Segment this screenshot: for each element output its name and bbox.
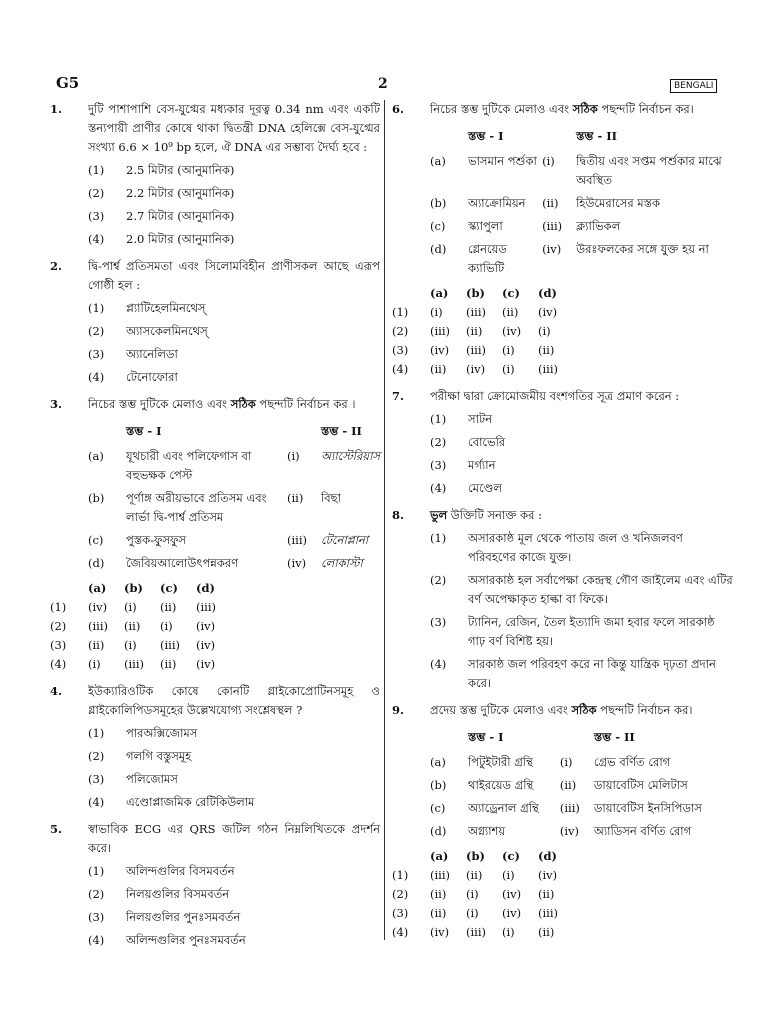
option-number: (3) [88, 910, 105, 924]
answer-cell: (i) [160, 619, 173, 633]
answer-cell: (iii) [538, 906, 559, 920]
answer-header: (d) [538, 286, 557, 300]
option-number: (2) [392, 324, 409, 338]
row-roman: (iv) [286, 556, 307, 570]
question-text-post: উক্তিটি সনাক্ত কর : [447, 508, 542, 522]
question-text-pre: নিচের স্তম্ভ দুটিকে মেলাও এবং [430, 102, 573, 116]
right-column [392, 100, 734, 950]
answer-header: (c) [502, 286, 520, 300]
answer-option[interactable] [392, 341, 574, 360]
match-row [430, 751, 734, 774]
column-1-item: যূথচারী এবং পলিফেগাস বা বহুভক্ষক পেস্ট [126, 449, 252, 482]
option[interactable] [88, 747, 380, 766]
answer-cell: (iv) [466, 362, 486, 376]
option-number: (1) [88, 301, 105, 315]
answer-cell: (iii) [88, 619, 109, 633]
option-number: (1) [430, 531, 447, 545]
row-letter: (a) [430, 154, 446, 168]
option[interactable] [430, 613, 734, 651]
option-number: (3) [392, 343, 409, 357]
question-text-emphasis: সঠিক [572, 102, 598, 116]
option-text: মেণ্ডেল [468, 481, 502, 495]
column-2-item: গ্রেভ বর্ণিত রোগ [593, 755, 671, 769]
column-2-item: ডায়াবেটিস ইনসিপিডাস [593, 801, 702, 815]
option-number: (1) [392, 305, 409, 319]
question-number: 3. [50, 397, 63, 411]
option-text: বোভেরি [468, 435, 506, 449]
option[interactable] [430, 433, 734, 452]
left-column [50, 100, 380, 958]
match-row [430, 774, 734, 797]
question-8 [392, 506, 734, 693]
option-number: (2) [50, 619, 67, 633]
option-number: (3) [88, 209, 105, 223]
question-text-post: পছন্দটি নির্বাচন কর। [597, 102, 694, 116]
answer-cell: (i) [502, 343, 515, 357]
question-text: স্বাভাবিক ECG এর QRS জটিল গঠন নিম্নলিখিতকে প্রদর্শন করে। [88, 822, 380, 855]
column-divider [384, 100, 385, 940]
option[interactable] [430, 456, 734, 475]
option-text: অ্যাসকেলমিনথেস্ [126, 324, 208, 338]
answer-option[interactable] [392, 303, 574, 322]
answer-cell: (i) [466, 887, 479, 901]
option-text: অলিন্দগুলির পুনঃসমবর্তন [126, 933, 246, 947]
answer-cell: (ii) [466, 868, 483, 882]
answer-cell: (i) [502, 925, 515, 939]
answer-cell: (iv) [538, 305, 558, 319]
option-text: এণ্ডোপ্লাজমিক রেটিকিউলাম [126, 795, 255, 809]
option-number: (2) [88, 887, 105, 901]
row-letter: (d) [430, 824, 447, 838]
option[interactable] [88, 793, 380, 812]
option[interactable] [88, 161, 380, 180]
answer-cell: (iv) [196, 619, 216, 633]
option-number: (2) [430, 435, 447, 449]
answer-header: (d) [196, 581, 215, 595]
answer-header: (b) [466, 849, 485, 863]
option-text: সারকাষ্ঠ জল পরিবহণ করে না কিন্তু যান্ত্রিক দৃঢ়তা প্রদান করে। [468, 657, 716, 690]
column-1-item: অ্যাড্রেনাল গ্রন্থি [468, 801, 539, 815]
match-row [88, 552, 380, 575]
question-3 [50, 395, 380, 674]
answer-cell: (ii) [502, 305, 519, 319]
option-number: (1) [88, 864, 105, 878]
answer-option[interactable] [392, 885, 574, 904]
row-letter: (b) [430, 196, 447, 210]
match-row [430, 238, 734, 280]
option[interactable] [88, 322, 380, 341]
answer-cell: (ii) [160, 657, 177, 671]
answer-option[interactable] [392, 322, 574, 341]
option-number: (3) [392, 906, 409, 920]
answer-cell: (ii) [430, 906, 447, 920]
row-roman: (ii) [542, 196, 559, 210]
question-text: দুটি পাশাপাশি বেস-যুগ্মের মধ্যকার দূরত্ব 0.34 nm এবং একটি স্তন্যপায়ী প্রাণীর কোষে থাকা দ্বিতন্ত্রী DNA হেলিক্সে বেস-যুগ্মের সংখ্যা 6.6 × 10⁹ bp হলে, ঐ DNA এর সম্ভাব্য দৈর্ঘ্য হবে : [88, 102, 380, 154]
column-2-header: স্তম্ভ - II [593, 730, 635, 744]
column-2-item: লোকাস্টা [320, 556, 363, 570]
row-roman: (ii) [559, 778, 577, 792]
answer-cell: (i) [124, 600, 137, 614]
answer-cell: (iii) [196, 600, 217, 614]
option-number: (4) [88, 370, 105, 384]
option-text: অ্যানেলিডা [126, 347, 178, 361]
row-roman: (iii) [559, 801, 580, 815]
answer-option[interactable] [50, 617, 232, 636]
answer-option[interactable] [392, 904, 574, 923]
answer-grid [50, 579, 232, 674]
answer-header: (b) [124, 581, 143, 595]
answer-header: (d) [538, 849, 557, 863]
column-2-header: স্তম্ভ - II [320, 424, 362, 438]
question-text-emphasis: সঠিক [230, 397, 256, 411]
answer-cell: (iii) [538, 362, 559, 376]
match-row [88, 487, 380, 529]
row-letter: (c) [88, 533, 104, 547]
option[interactable] [430, 571, 734, 609]
row-roman: (iv) [559, 824, 580, 838]
answer-cell: (i) [88, 657, 101, 671]
option-number: (2) [88, 749, 105, 763]
answer-option[interactable] [392, 923, 574, 942]
row-roman: (iii) [286, 533, 307, 547]
answer-header: (c) [160, 581, 178, 595]
question-text-pre: প্রদেয় স্তম্ভ দুটিকে মেলাও এবং [430, 703, 572, 717]
column-2-item: ডায়াবেটিস মেলিটাস [593, 778, 688, 792]
row-letter: (c) [430, 801, 446, 815]
question-number: 1. [50, 102, 63, 116]
question-text-emphasis: সঠিক [571, 703, 597, 717]
question-text [88, 395, 380, 414]
answer-cell: (iv) [196, 638, 216, 652]
match-table [430, 726, 734, 843]
row-roman: (i) [559, 755, 573, 769]
column-2-item: অ্যাডিসন বর্ণিত রোগ [593, 824, 692, 838]
option[interactable] [88, 184, 380, 203]
column-2-item: উরঃফলকের সঙ্গে যুক্ত হয় না [576, 242, 709, 256]
option[interactable] [430, 479, 734, 498]
option-text: মর্গ্যান [468, 458, 496, 472]
question-text-post: পছন্দটি নির্বাচন কর। [596, 703, 693, 717]
question-text [430, 100, 734, 119]
answer-cell: (iv) [502, 887, 522, 901]
row-letter: (c) [430, 219, 446, 233]
question-number: 9. [392, 703, 405, 717]
answer-cell: (iv) [430, 343, 450, 357]
column-1-header: স্তম্ভ - I [126, 424, 162, 438]
option-text: 2.7 মিটার (আনুমানিক) [126, 209, 235, 223]
question-text [430, 506, 734, 525]
row-letter: (b) [430, 778, 447, 792]
option-number: (1) [392, 868, 409, 882]
answer-option[interactable] [50, 636, 232, 655]
option[interactable] [88, 724, 380, 743]
option-number: (4) [430, 657, 447, 671]
option-number: (2) [430, 573, 447, 587]
row-roman: (ii) [286, 491, 304, 505]
answer-cell: (iv) [502, 906, 522, 920]
column-1-item: গ্লেনয়েড ক্যাভিটি [468, 242, 507, 275]
column-1-item: পূর্ণাঙ্গ অরীয়ভাবে প্রতিসম এবং লার্ভা দ্বি-পার্শ্ব প্রতিসম [126, 491, 267, 524]
match-row [430, 797, 734, 820]
question-6 [392, 100, 734, 379]
answer-cell: (iii) [466, 925, 487, 939]
answer-cell: (ii) [88, 638, 105, 652]
question-number: 2. [50, 259, 63, 273]
page-number: 2 [378, 76, 388, 92]
option-number: (3) [430, 458, 447, 472]
answer-cell: (i) [538, 324, 551, 338]
option-text: অসারকাষ্ঠ হল সর্বাপেক্ষা কেন্দ্রস্থ গৌণ জাইলেম এবং এটির বর্ণ অপেক্ষাকৃত হাল্কা বা ফিকে। [468, 573, 733, 606]
answer-option[interactable] [50, 655, 232, 674]
option-text: পারঅক্সিজোমস [126, 726, 198, 740]
question-text [430, 701, 734, 720]
option-number: (4) [88, 933, 105, 947]
question-number: 6. [392, 102, 405, 116]
answer-option[interactable] [392, 866, 574, 885]
answer-header: (c) [502, 849, 520, 863]
question-2 [50, 257, 380, 387]
question-text-post: পছন্দটি নির্বাচন কর । [255, 397, 356, 411]
page-header [0, 0, 768, 100]
option[interactable] [88, 230, 380, 249]
column-2-item: হিউমেরাসের মস্তক [576, 196, 660, 210]
option-text: সাটন [468, 412, 493, 426]
answer-header: (a) [430, 849, 449, 863]
option-number: (1) [88, 163, 105, 177]
question-5 [50, 820, 380, 950]
answer-option[interactable] [392, 360, 574, 379]
answer-grid [392, 284, 574, 379]
answer-cell: (iv) [538, 868, 558, 882]
option-text: প্ল্যাটিহেলমিনথেস্ [126, 301, 206, 315]
option-text: নিলয়গুলির বিসমবর্তন [126, 887, 230, 901]
option-text: টেনোফোরা [126, 370, 178, 384]
answer-cell: (iii) [430, 868, 451, 882]
option-text: 2.2 মিটার (আনুমানিক) [126, 186, 235, 200]
match-row [430, 192, 734, 215]
option-number: (4) [50, 657, 67, 671]
answer-grid [392, 847, 574, 942]
option[interactable] [88, 368, 380, 387]
column-1-item: পিটুইটারী গ্রন্থি [468, 755, 533, 769]
answer-option[interactable] [50, 598, 232, 617]
answer-cell: (iii) [466, 305, 487, 319]
answer-cell: (iv) [196, 657, 216, 671]
column-1-item: ভাসমান পর্শুকা [468, 154, 537, 168]
option-text: অসারকাষ্ঠ মূল থেকে পাতায় জল ও খনিজলবণ পরিবহণের কাজে যুক্ত। [468, 531, 683, 564]
answer-cell: (ii) [430, 887, 447, 901]
option-number: (3) [88, 347, 105, 361]
question-text-emphasis: ভুল [430, 508, 448, 522]
option-text: 2.0 মিটার (আনুমানিক) [126, 232, 235, 246]
set-code: G5 [56, 74, 80, 92]
column-2-item: দ্বিতীয় এবং সপ্তম পর্শুকার মাঝে অবস্থিত [576, 154, 722, 187]
column-1-item: স্ক্যাপুলা [468, 219, 503, 233]
column-2-item: বিছা [320, 491, 341, 505]
question-text-pre: নিচের স্তম্ভ দুটিকে মেলাও এবং [88, 397, 231, 411]
row-roman: (i) [542, 154, 555, 168]
column-1-header: স্তম্ভ - I [468, 129, 504, 143]
option[interactable] [88, 931, 380, 950]
column-1-item: অগ্ন্যাশয় [468, 824, 506, 838]
option[interactable] [430, 655, 734, 693]
question-number: 4. [50, 684, 63, 698]
column-2-item: ক্ল্যাভিকল [576, 219, 621, 233]
answer-cell: (i) [466, 906, 479, 920]
option-number: (4) [392, 925, 409, 939]
option-number: (4) [88, 795, 105, 809]
match-row [430, 820, 734, 843]
option[interactable] [88, 908, 380, 927]
answer-header: (a) [430, 286, 449, 300]
answer-cell: (ii) [430, 362, 447, 376]
question-9 [392, 701, 734, 942]
match-table [88, 420, 380, 575]
answer-cell: (iv) [88, 600, 108, 614]
answer-cell: (i) [502, 362, 515, 376]
row-letter: (d) [430, 242, 447, 256]
answer-cell: (ii) [124, 619, 141, 633]
option-text: ট্যানিন, রেজিন, তৈল ইত্যাদি জমা হবার ফলে সারকাষ্ঠ গাঢ় বর্ণ বিশিষ্ট হয়। [468, 615, 715, 648]
option[interactable] [88, 862, 380, 881]
answer-cell: (ii) [160, 600, 177, 614]
answer-cell: (iii) [466, 343, 487, 357]
column-1-item: থাইরয়েড গ্রন্থি [468, 778, 534, 792]
option[interactable] [88, 770, 380, 789]
row-letter: (b) [88, 491, 105, 505]
answer-cell: (iv) [430, 925, 450, 939]
option-number: (3) [430, 615, 447, 629]
answer-cell: (iii) [430, 324, 451, 338]
row-letter: (a) [88, 449, 104, 463]
answer-header: (b) [466, 286, 485, 300]
question-text: ইউক্যারিওটিক কোষে কোনটি গ্লাইকোপ্রোটিনসমূহ ও গ্লাইকোলিপিডসমূহের উল্লেখযোগ্য সংশ্লেষস্থল ? [88, 684, 380, 717]
option-number: (1) [430, 412, 447, 426]
question-number: 7. [392, 389, 405, 403]
option-number: (3) [88, 772, 105, 786]
row-roman: (iii) [542, 219, 563, 233]
option[interactable] [88, 207, 380, 226]
row-letter: (a) [430, 755, 446, 769]
option-text: পলিজোমস [126, 772, 178, 786]
option-number: (4) [392, 362, 409, 376]
answer-cell: (i) [502, 868, 515, 882]
column-1-item: পুস্তক-ফুসফুস [126, 533, 187, 547]
question-7 [392, 387, 734, 498]
option[interactable] [430, 529, 734, 567]
answer-cell: (ii) [538, 925, 555, 939]
answer-cell: (iii) [160, 638, 181, 652]
answer-cell: (ii) [538, 887, 555, 901]
match-row [430, 215, 734, 238]
question-number: 8. [392, 508, 405, 522]
option[interactable] [88, 299, 380, 318]
option[interactable] [88, 345, 380, 364]
question-text: দ্বি-পার্শ্ব প্রতিসমতা এবং সিলোমবিহীন প্রাণীসকল আছে এরূপ গোষ্ঠী হল : [88, 259, 380, 292]
answer-cell: (i) [430, 305, 443, 319]
column-1-item: জৈবিয়আলোউৎপন্নকরণ [126, 556, 239, 570]
match-table [430, 125, 734, 280]
match-row [88, 529, 380, 552]
match-row [88, 445, 380, 487]
answer-cell: (i) [124, 638, 137, 652]
column-1-item: অ্যাক্রোমিয়ন [468, 196, 526, 210]
option-text: অলিন্দগুলির বিসমবর্তন [126, 864, 235, 878]
option-number: (3) [50, 638, 67, 652]
answer-cell: (iii) [124, 657, 145, 671]
option-number: (1) [88, 726, 105, 740]
answer-cell: (ii) [466, 324, 483, 338]
option-text: গলগি বস্তুসমূহ [126, 749, 192, 763]
option-number: (2) [88, 186, 105, 200]
answer-cell: (ii) [538, 343, 555, 357]
option-text: নিলয়গুলির পুনঃসমবর্তন [126, 910, 241, 924]
column-2-item: টেনোপ্লানা [320, 533, 369, 547]
question-1 [50, 100, 380, 249]
row-roman: (iv) [542, 242, 562, 256]
column-2-header: স্তম্ভ - II [576, 129, 618, 143]
row-roman: (i) [286, 449, 300, 463]
option-number: (4) [88, 232, 105, 246]
column-1-header: স্তম্ভ - I [468, 730, 504, 744]
question-number: 5. [50, 822, 63, 836]
option-number: (4) [430, 481, 447, 495]
answer-header: (a) [88, 581, 107, 595]
language-badge: BENGALI [670, 79, 717, 93]
option-number: (2) [392, 887, 409, 901]
option[interactable] [430, 410, 734, 429]
row-letter: (d) [88, 556, 105, 570]
question-4 [50, 682, 380, 812]
option-number: (2) [88, 324, 105, 338]
question-text: পরীক্ষা দ্বারা ক্রোমোজমীয় বংশগতির সূত্র প্রমাণ করেন : [430, 389, 680, 403]
option[interactable] [88, 885, 380, 904]
option-text: 2.5 মিটার (আনুমানিক) [126, 163, 235, 177]
match-row [430, 150, 734, 192]
answer-cell: (iv) [502, 324, 522, 338]
option-number: (1) [50, 600, 67, 614]
column-2-item: অ্যাস্টেরিয়াস [320, 449, 380, 463]
